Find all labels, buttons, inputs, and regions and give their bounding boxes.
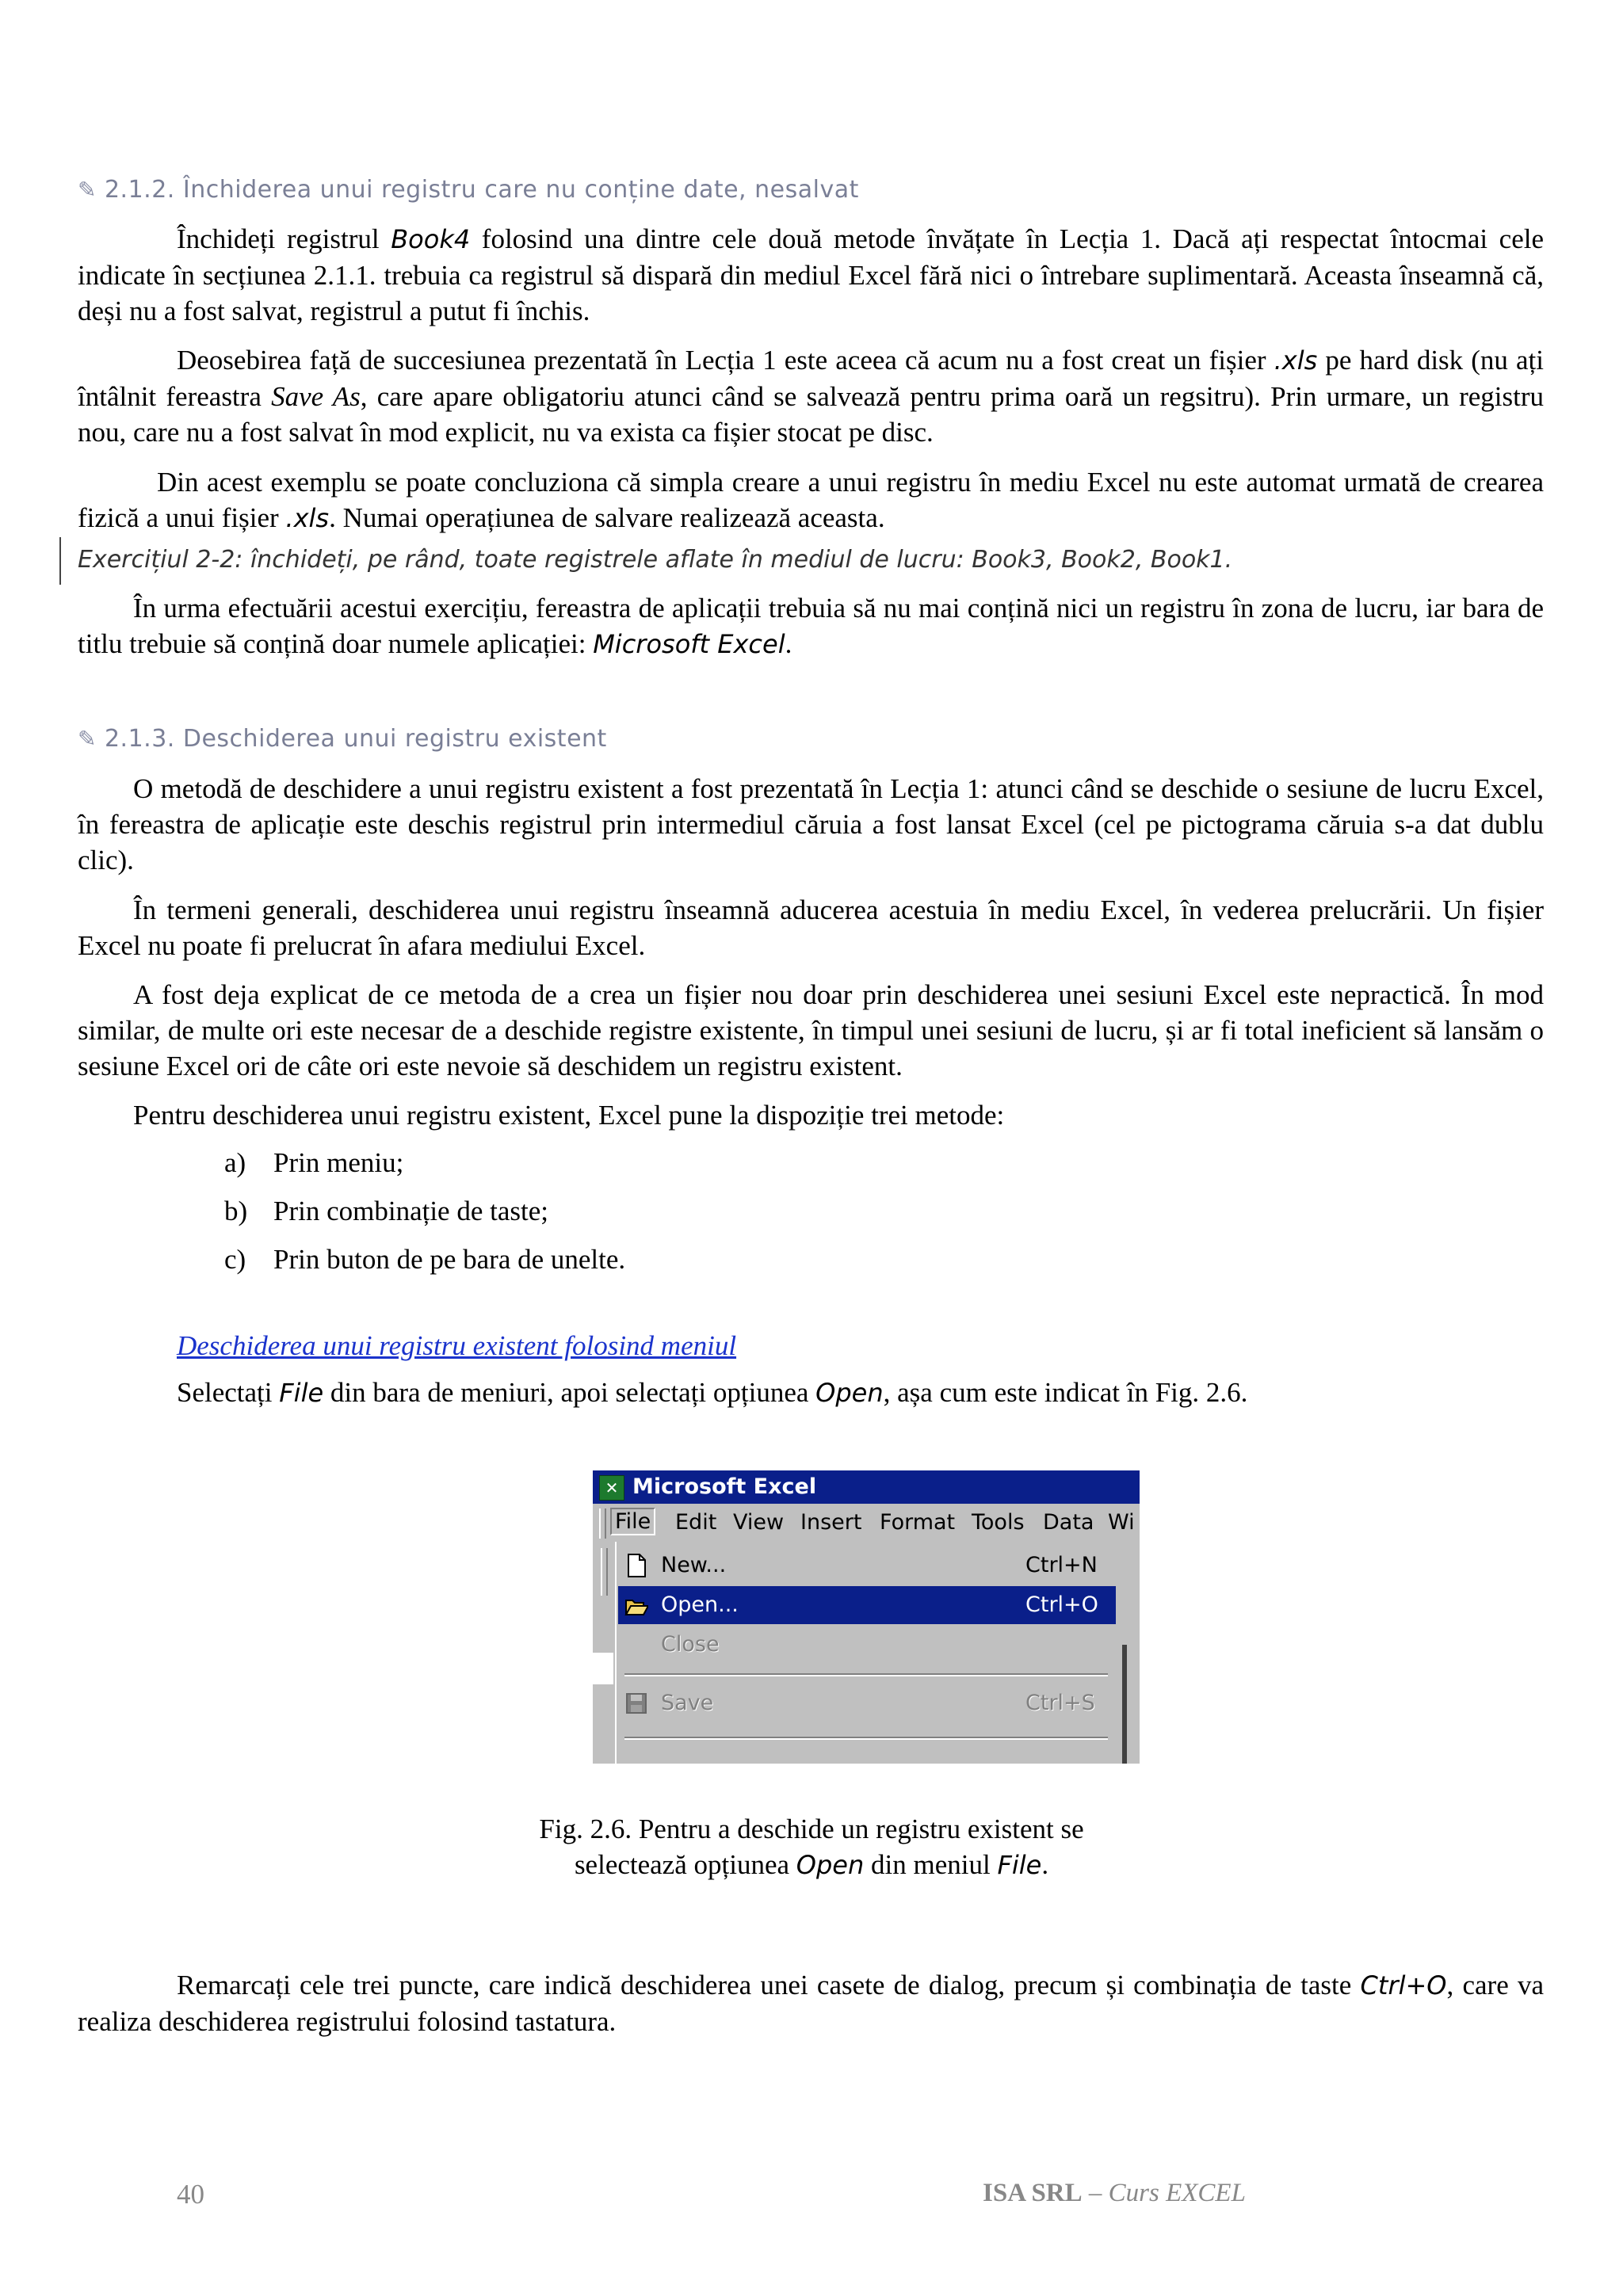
menu-format[interactable]: Format (880, 1510, 956, 1535)
toolbar-grip (601, 1548, 608, 1596)
paragraph-2: Deosebirea față de succesiunea prezentată în Lecția 1 este aceea că acum nu a fost creat un fișier .xls pe hard disk (nu ați întâlnit fereastra Save As, care apare obligatoriu atunci când se salvează pentru prima oară un regsitru). Prin urmare, un registru nou, care nu a fost salvat în mod explicit, nu va exista ca fișier stocat pe disc. (78, 345, 1545, 448)
menu-tools[interactable]: Tools (972, 1510, 1025, 1535)
worksheet-edge (593, 1653, 613, 1684)
excel-file-menu-screenshot (593, 1470, 1140, 1764)
footer-publisher: ISA SRL – Curs EXCEL (983, 2179, 1246, 2207)
subheading-link[interactable]: Deschiderea unui registru existent folosind meniul (177, 1330, 737, 1361)
menu-item-open[interactable]: Open... Ctrl+O (618, 1586, 1116, 1624)
paragraph-1: Închideți registrul Book4 folosind una dintre cele două metode învățate în Lecția 1. Dacă ați respectat întocmai cele indicate în secțiunea 2.1.1. trebuia ca registrul să dispară din mediul Excel fără nici o întrebare suplimentară. Aceasta înseamnă că, deși nu a fost salvat, registrul a putut fi închis. (78, 223, 1544, 326)
exercise-2-2: Exercițiul 2-2: închideți, pe rând, toate registrele aflate în mediul de lucru: Book3, Book2, Book1. (78, 546, 1233, 574)
list-item: b) Prin combinație de taste; (224, 1196, 548, 1226)
menu-item-new[interactable]: New... Ctrl+N (618, 1547, 1116, 1585)
section-heading-2-1-3: ✎ 2.1.3. Deschiderea unui registru existent (78, 725, 607, 753)
window-frame-edge (1122, 1645, 1127, 1764)
menu-window[interactable]: Wi (1108, 1510, 1135, 1535)
paragraph-5: O metodă de deschidere a unui registru existent a fost prezentată în Lecția 1: atunci când se deschide o sesiune de lucru Excel, în fereastra de aplicație este deschis registrul prin intermediul căruia a fost lansat Excel (cel pe pictograma căruia s-a dat dublu clic). (78, 773, 1544, 875)
section-heading-2-1-2: ✎ 2.1.2. Închiderea unui registru care nu conține date, nesalvat (78, 176, 859, 204)
paragraph-10: Remarcați cele trei puncte, care indică deschiderea unei casete de dialog, precum și combinația de taste Ctrl+O, care va realiza deschiderea registrului folosind tastatura. (78, 1970, 1545, 2037)
margin-bar (59, 537, 61, 585)
list-item: a) Prin meniu; (224, 1147, 404, 1178)
menu-data[interactable]: Data (1043, 1510, 1094, 1535)
menu-item-save[interactable]: Save Ctrl+S (618, 1684, 1116, 1722)
pin-icon: ✎ (78, 726, 97, 752)
right-edge (1116, 1542, 1140, 1764)
list-item: c) Prin buton de pe bara de unelte. (224, 1244, 626, 1275)
excel-app-icon: ✕ (599, 1475, 624, 1501)
paragraph-3: Din acest exemplu se poate concluziona că simpla creare a unui registru în mediu Excel nu este automat urmată de crearea fizică a unui fișier .xls. Numai operațiunea de salvare realizează aceasta. (78, 467, 1544, 533)
new-document-icon (624, 1553, 648, 1578)
excel-title-bar (593, 1470, 1140, 1504)
figure-caption-line1: Fig. 2.6. Pentru a deschide un registru existent se (539, 1814, 1084, 1844)
excel-menu-bar (593, 1504, 1140, 1542)
toolbar-grip (599, 1508, 606, 1539)
page-number: 40 (177, 2179, 204, 2210)
menu-separator (624, 1737, 1108, 1740)
figure-caption-line2: selectează opțiunea Open din meniul File. (574, 1849, 1049, 1880)
paragraph-4: În urma efectuării acestui exercițiu, fereastra de aplicații trebuia să nu mai conțină nici un registru în zona de lucru, iar bara de titlu trebuie să conțină doar numele aplicației: Microsoft Excel. (78, 593, 1544, 659)
left-toolbar-strip (593, 1542, 617, 1764)
methods-list (224, 1145, 625, 1290)
pin-icon: ✎ (78, 177, 97, 203)
file-dropdown-menu (615, 1542, 1119, 1764)
menu-insert[interactable]: Insert (800, 1510, 862, 1535)
open-folder-icon (624, 1592, 648, 1618)
menu-file[interactable]: File (610, 1508, 655, 1535)
excel-title: Microsoft Excel (632, 1474, 817, 1499)
paragraph-8: Pentru deschiderea unui registru existent, Excel pune la dispoziție trei metode: (133, 1100, 1005, 1131)
menu-separator (624, 1673, 1108, 1676)
menu-item-close[interactable]: Close (661, 1632, 720, 1657)
menu-edit[interactable]: Edit (675, 1510, 717, 1535)
save-disk-icon (624, 1691, 648, 1716)
paragraph-9: Selectați File din bara de meniuri, apoi selectați opțiunea Open, așa cum este indicat în Fig. 2.6. (177, 1377, 1248, 1408)
paragraph-6: În termeni generali, deschiderea unui registru înseamnă aducerea acestuia în mediu Excel, în vederea prelucrării. Un fișier Excel nu poate fi prelucrat în afara mediului Excel. (78, 894, 1544, 961)
paragraph-7: A fost deja explicat de ce metoda de a crea un fișier nou doar prin deschiderea unei sesiuni Excel este nepractică. În mod similar, de multe ori este necesar de a deschide registre existente, în timpul unei sesiuni de lucru, și ar fi total ineficient să lansăm o sesiune Excel ori de câte ori este nevoie să deschidem un registru existent. (78, 979, 1544, 1081)
menu-view[interactable]: View (733, 1510, 785, 1535)
